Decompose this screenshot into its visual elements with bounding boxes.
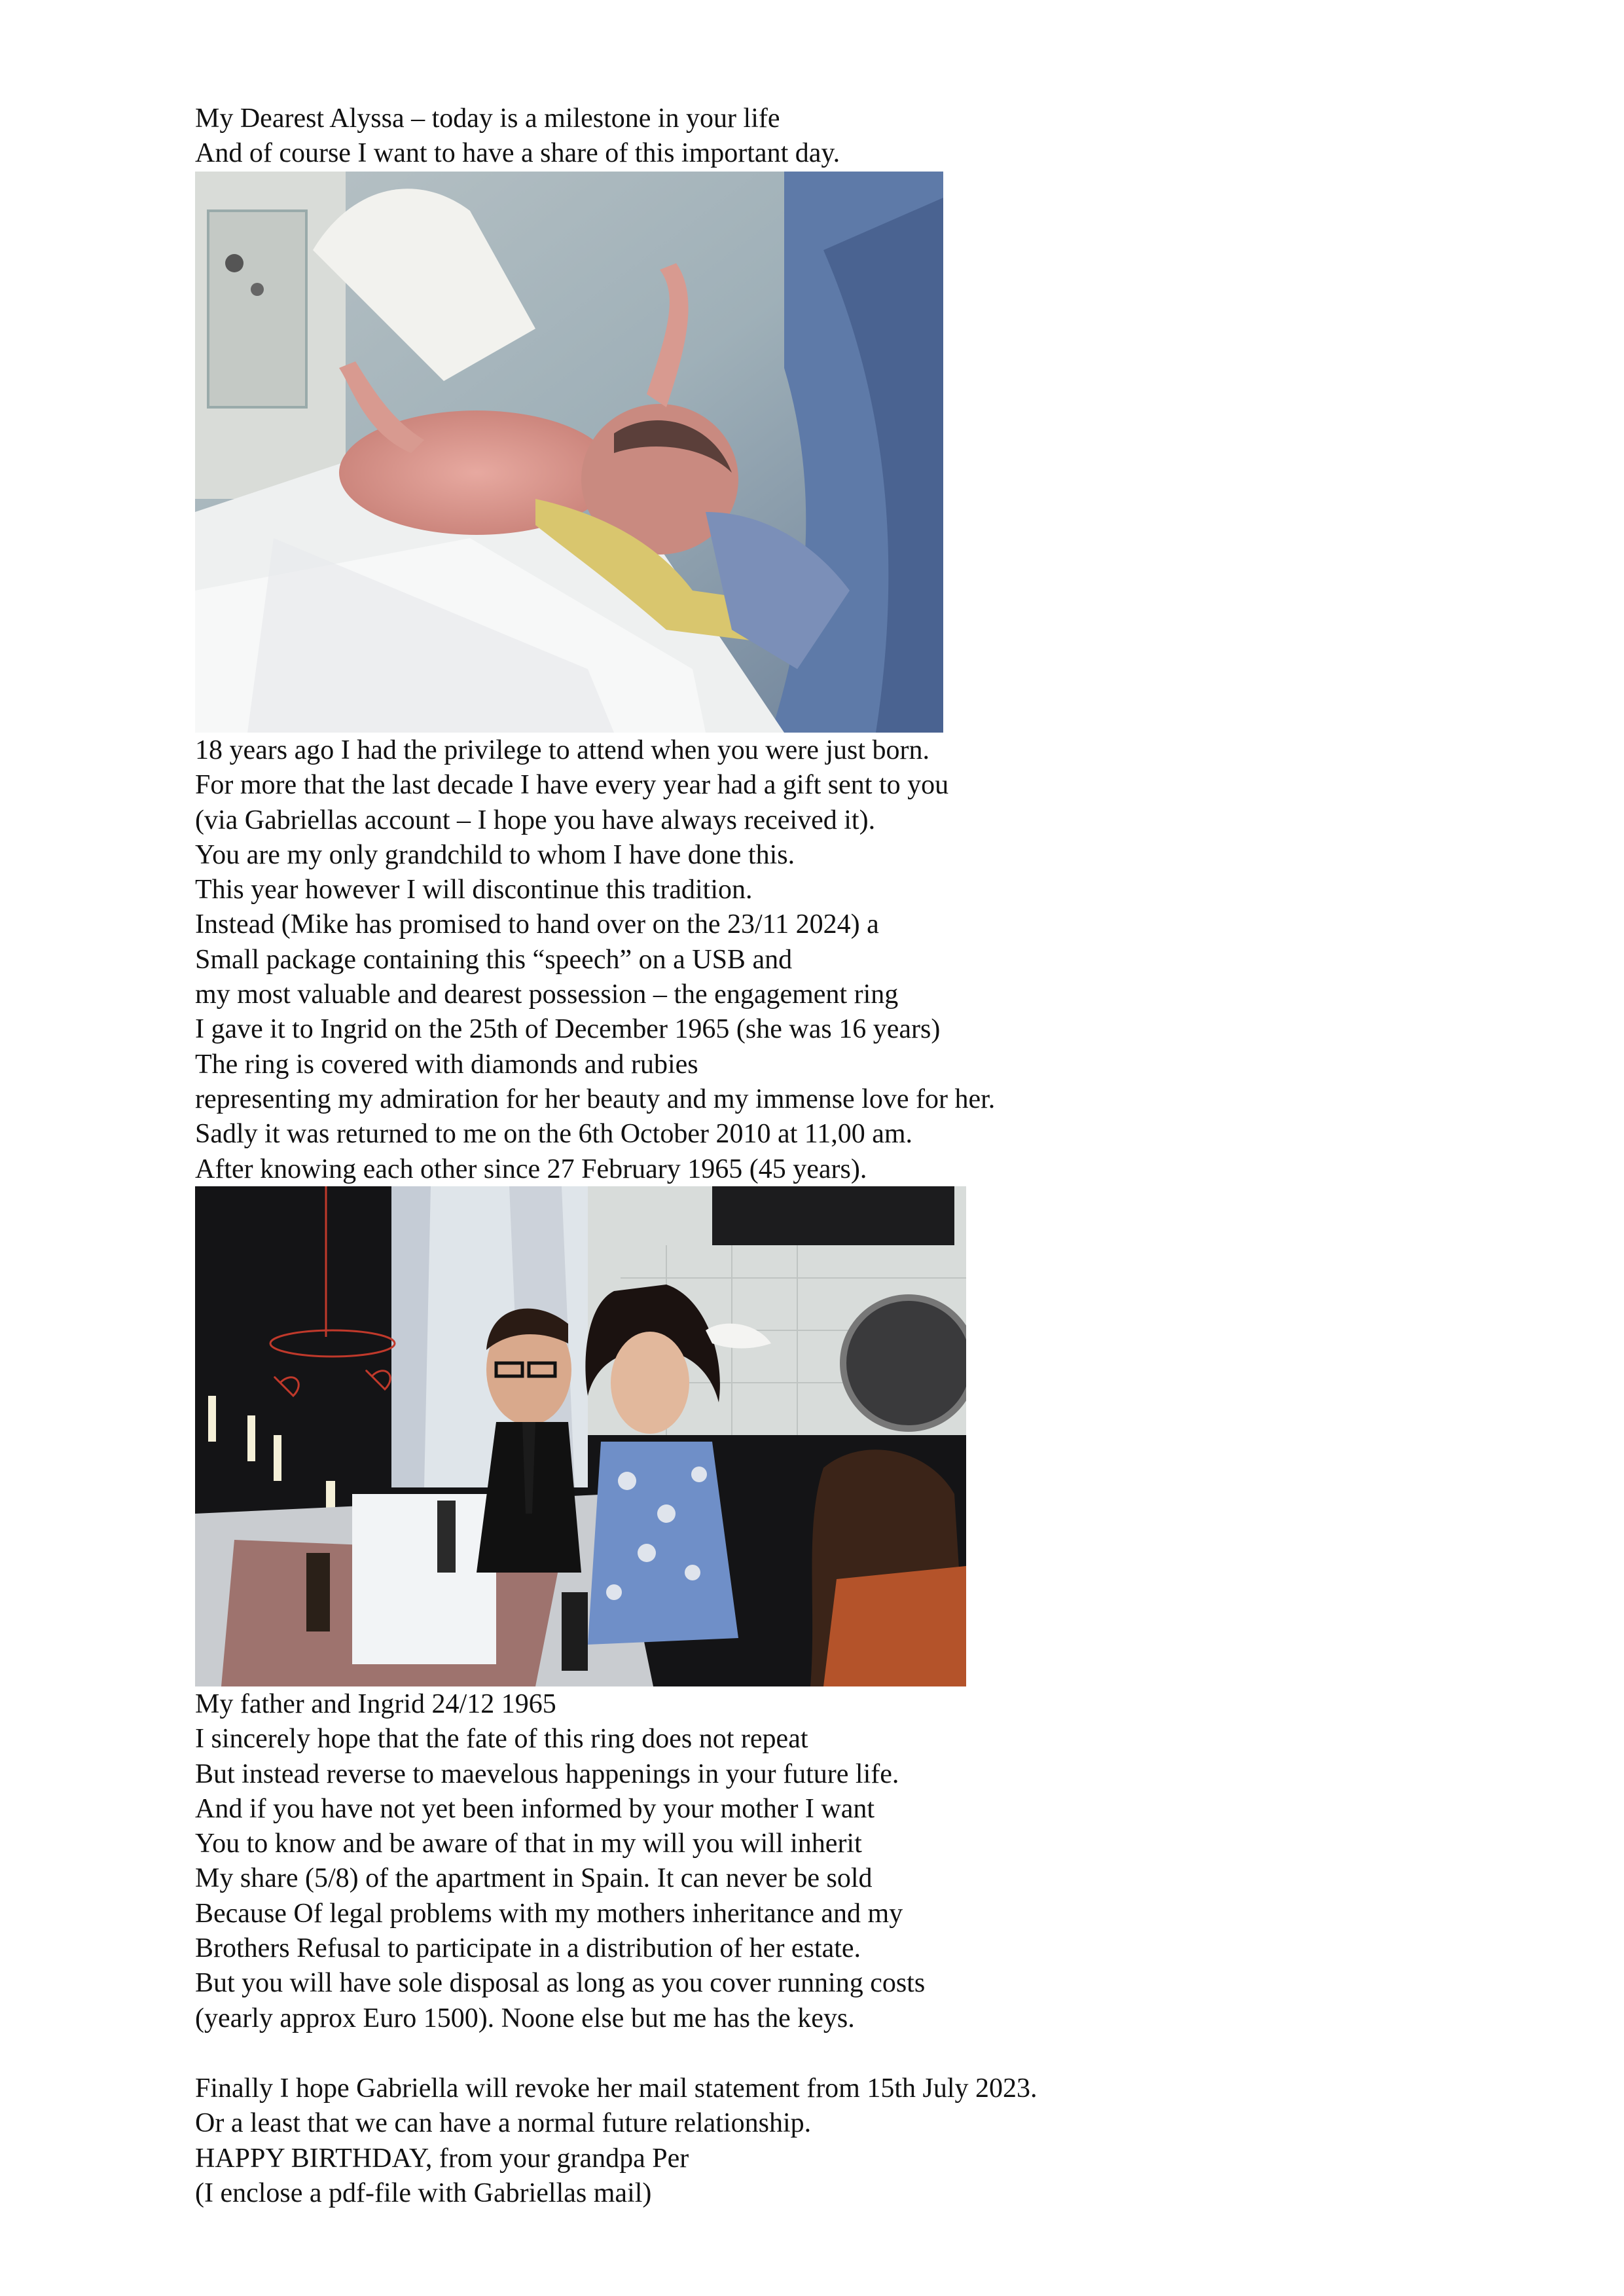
text-line: And if you have not yet been informed by your mother I want [195, 1793, 875, 1824]
photo-caption: My father and Ingrid 24/12 1965 [195, 1689, 556, 1719]
final-paragraph [195, 2071, 1038, 2211]
text-line: Sadly it was returned to me on the 6th October 2010 at 11,00 am. [195, 1119, 913, 1150]
text-line: Because Of legal problems with my mothers inheritance and my [195, 1898, 903, 1929]
text-line: Brothers Refusal to participate in a distribution of her estate. [195, 1933, 861, 1964]
text-line: My share (5/8) of the apartment in Spain. It can never be sold [195, 1863, 873, 1894]
text-line: representing my admiration for her beauty and my immense love for her. [195, 1084, 996, 1114]
text-line: 18 years ago I had the privilege to attend when you were just born. [195, 735, 930, 765]
text-line: You are my only grandchild to whom I have done this. [195, 839, 795, 870]
text-line: After knowing each other since 27 February 1965 (45 years). [195, 1154, 867, 1184]
text-line: (yearly approx Euro 1500). Noone else but me has the keys. [195, 2003, 855, 2033]
birthday-greeting: HAPPY BIRTHDAY, from your grandpa Per [195, 2143, 689, 2174]
closing-paragraph [195, 1687, 925, 2036]
text-line: But instead reverse to maevelous happenings in your future life. [195, 1758, 899, 1789]
text-line: (I enclose a pdf-file with Gabriellas mail) [195, 2178, 652, 2208]
text-line: Small package containing this “speech” on a USB and [195, 944, 793, 975]
story-paragraph [195, 733, 995, 1187]
text-line: For more that the last decade I have every year had a gift sent to you [195, 770, 949, 801]
text-line: But you will have sole disposal as long as you cover running costs [195, 1968, 926, 1999]
text-line: My Dearest Alyssa – today is a milestone in your life [195, 103, 780, 134]
intro-paragraph [195, 101, 840, 172]
text-line: And of course I want to have a share of this important day. [195, 138, 840, 169]
text-line: This year however I will discontinue this tradition. [195, 875, 753, 905]
text-line: my most valuable and dearest possession – the engagement ring [195, 979, 899, 1010]
text-line: Finally I hope Gabriella will revoke her mail statement from 15th July 2023. [195, 2073, 1038, 2104]
family-dinner-photo-icon [195, 1186, 966, 1686]
family-dinner-photo [195, 1186, 966, 1686]
text-line: I sincerely hope that the fate of this ring does not repeat [195, 1724, 808, 1755]
newborn-baby-photo [195, 172, 943, 733]
newborn-baby-photo-icon [195, 172, 943, 733]
text-line: You to know and be aware of that in my will you will inherit [195, 1829, 862, 1859]
text-line: Instead (Mike has promised to hand over on the 23/11 2024) a [195, 909, 879, 940]
text-line: The ring is covered with diamonds and rubies [195, 1049, 698, 1080]
text-line: (via Gabriellas account – I hope you have always received it). [195, 805, 876, 835]
text-line: I gave it to Ingrid on the 25th of December 1965 (she was 16 years) [195, 1014, 941, 1045]
text-line: Or a least that we can have a normal future relationship. [195, 2108, 812, 2139]
